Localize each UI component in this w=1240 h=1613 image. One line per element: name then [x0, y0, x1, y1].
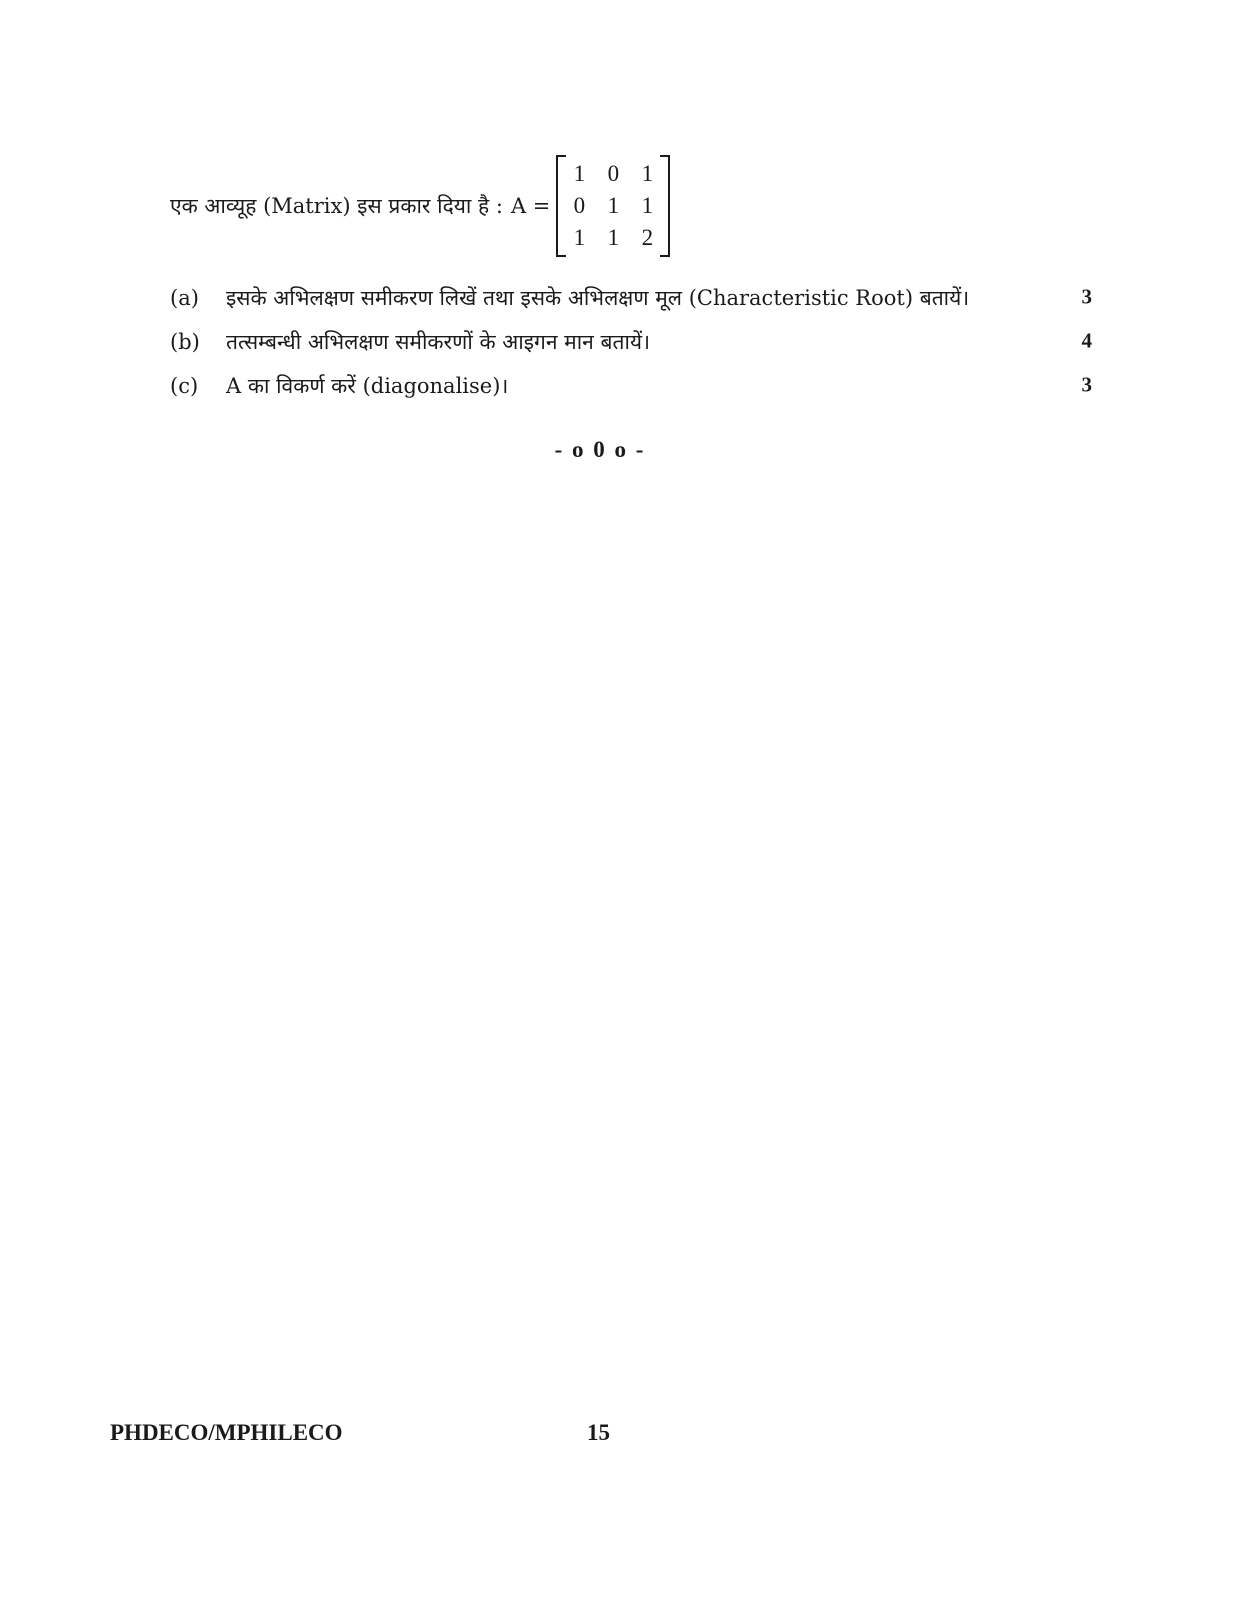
equation-lhs: A = [510, 194, 551, 218]
matrix-cell: 1 [607, 225, 620, 250]
footer-course-code: PHDECO/MPHILECO [110, 1420, 343, 1445]
part-label: (c) [170, 374, 199, 398]
question-parts [170, 276, 1092, 408]
part-text: तत्सम्बन्धी अभिलक्षण समीकरणों के आइगन मान बतायें। [226, 330, 651, 354]
part-label: (a) [170, 286, 199, 310]
matrix-cell: 2 [641, 225, 654, 250]
matrix-cell: 1 [573, 225, 586, 250]
matrix-cell: 0 [573, 193, 586, 218]
footer-page-number: 15 [587, 1420, 610, 1445]
question-part-c [170, 364, 1092, 408]
question-intro-text: एक आव्यूह (Matrix) इस प्रकार दिया है : [170, 194, 503, 218]
part-label: (b) [170, 330, 200, 354]
matrix-a [556, 155, 670, 257]
matrix-cell: 1 [641, 193, 654, 218]
question-part-b [170, 320, 1092, 364]
matrix-cell: 0 [607, 161, 620, 186]
part-marks: 3 [1081, 372, 1092, 397]
matrix-cell: 1 [573, 161, 586, 186]
end-of-paper-mark: - o 0 o - [554, 437, 646, 462]
matrix-cell: 1 [641, 161, 654, 186]
matrix-cell: 1 [607, 193, 620, 218]
part-text: इसके अभिलक्षण समीकरण लिखें तथा इसके अभिलक्षण मूल (Characteristic Root) बतायें। [226, 286, 970, 310]
question-intro [170, 157, 670, 255]
question-part-a [170, 276, 1092, 320]
part-marks: 3 [1081, 284, 1092, 309]
part-marks: 4 [1081, 328, 1092, 353]
part-text: A का विकर्ण करें (diagonalise)। [226, 374, 509, 398]
